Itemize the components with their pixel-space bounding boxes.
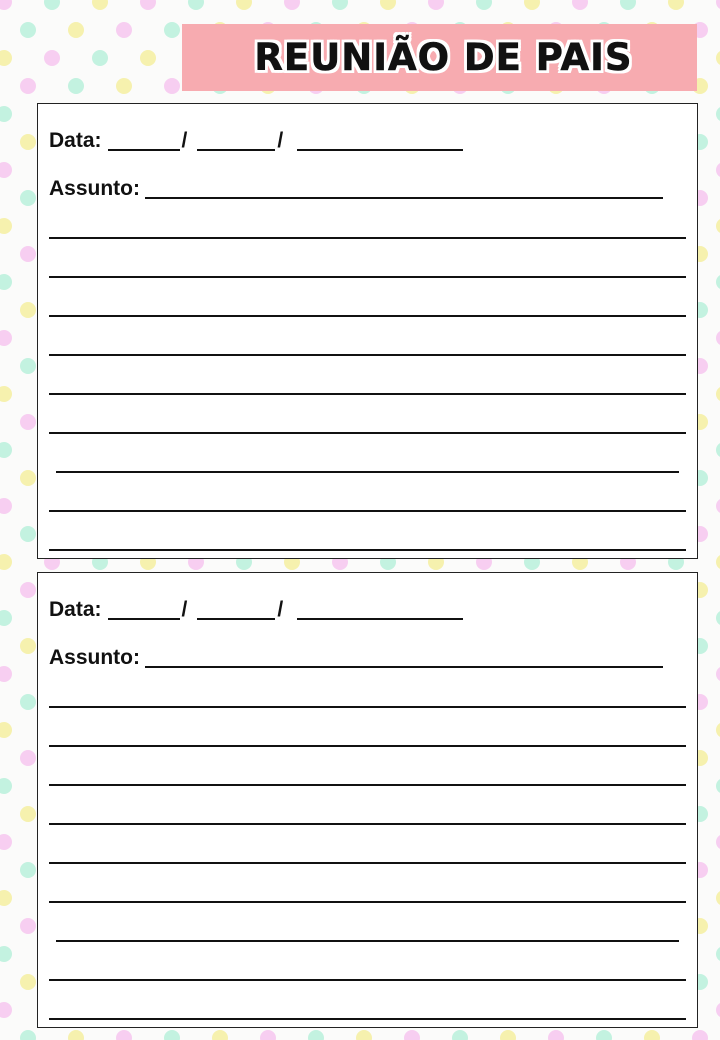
polka-dot [308, 1030, 324, 1040]
polka-dot [0, 386, 12, 402]
polka-dot [716, 218, 720, 234]
writing-line[interactable] [49, 315, 686, 317]
polka-dot [716, 946, 720, 962]
polka-dot [44, 50, 60, 66]
polka-dot [0, 218, 12, 234]
polka-dot [20, 1030, 36, 1040]
meeting-note-card-2 [37, 572, 698, 1028]
polka-dot [92, 50, 108, 66]
polka-dot [428, 0, 444, 10]
polka-dot [116, 22, 132, 38]
polka-dot [20, 22, 36, 38]
date-row [49, 596, 463, 622]
polka-dot [0, 778, 12, 794]
date-separator: / [277, 129, 284, 152]
polka-dot [500, 1030, 516, 1040]
polka-dot [476, 0, 492, 10]
polka-dot [716, 554, 720, 570]
polka-dot [188, 0, 204, 10]
polka-dot [260, 1030, 276, 1040]
polka-dot [0, 666, 12, 682]
date-separator: / [181, 598, 188, 621]
writing-line[interactable] [49, 354, 686, 356]
subject-label: Assunto: [49, 177, 140, 200]
polka-dot [716, 722, 720, 738]
polka-dot [716, 50, 720, 66]
polka-dot [212, 1030, 228, 1040]
polka-dot [20, 526, 36, 542]
polka-dot [0, 610, 12, 626]
polka-dot [116, 1030, 132, 1040]
polka-dot [716, 778, 720, 794]
polka-dot [44, 0, 60, 10]
page-title: REUNIÃO DE PAIS [254, 36, 633, 79]
writing-line[interactable] [49, 784, 686, 786]
polka-dot [0, 50, 12, 66]
polka-dot [164, 1030, 180, 1040]
polka-dot [716, 274, 720, 290]
polka-dot [668, 0, 684, 10]
writing-line[interactable] [49, 823, 686, 825]
writing-line[interactable] [49, 745, 686, 747]
polka-dot [716, 834, 720, 850]
writing-line[interactable] [49, 276, 686, 278]
polka-dot [404, 1030, 420, 1040]
polka-dot [716, 162, 720, 178]
writing-line[interactable] [56, 940, 679, 942]
polka-dot [380, 0, 396, 10]
polka-dot [524, 0, 540, 10]
polka-dot [20, 582, 36, 598]
polka-dot [0, 554, 12, 570]
polka-dot [716, 106, 720, 122]
day-blank[interactable] [108, 131, 180, 151]
polka-dot [20, 414, 36, 430]
polka-dot [20, 358, 36, 374]
polka-dot [716, 498, 720, 514]
polka-dot [20, 974, 36, 990]
polka-dot [0, 722, 12, 738]
subject-row [49, 644, 663, 670]
polka-dot [596, 1030, 612, 1040]
subject-label: Assunto: [49, 646, 140, 669]
polka-dot [0, 106, 12, 122]
polka-dot [716, 1002, 720, 1018]
polka-dot [356, 1030, 372, 1040]
writing-line[interactable] [49, 237, 686, 239]
date-row [49, 127, 463, 153]
polka-dot [20, 246, 36, 262]
polka-dot [0, 0, 12, 10]
polka-dot [20, 470, 36, 486]
month-blank[interactable] [197, 600, 275, 620]
polka-dot [0, 274, 12, 290]
polka-dot [20, 806, 36, 822]
month-blank[interactable] [197, 131, 275, 151]
polka-dot [20, 918, 36, 934]
polka-dot [164, 78, 180, 94]
subject-blank[interactable] [145, 648, 663, 668]
polka-dot [716, 442, 720, 458]
polka-dot [716, 890, 720, 906]
date-separator: / [181, 129, 188, 152]
polka-dot [20, 638, 36, 654]
subject-row [49, 175, 663, 201]
polka-dot [20, 78, 36, 94]
date-label: Data: [49, 598, 102, 621]
polka-dot [716, 386, 720, 402]
year-blank[interactable] [297, 131, 463, 151]
polka-dot [548, 1030, 564, 1040]
polka-dot [20, 694, 36, 710]
polka-dot [0, 162, 12, 178]
polka-dot [716, 0, 720, 10]
polka-dot [164, 22, 180, 38]
polka-dot [716, 330, 720, 346]
polka-dot [20, 302, 36, 318]
polka-dot [20, 190, 36, 206]
polka-dot [68, 78, 84, 94]
polka-dot [572, 0, 588, 10]
title-banner [182, 24, 697, 91]
polka-dot [20, 862, 36, 878]
writing-line[interactable] [49, 393, 686, 395]
polka-dot [644, 1030, 660, 1040]
writing-line[interactable] [49, 979, 686, 981]
polka-dot [0, 890, 12, 906]
writing-line[interactable] [49, 862, 686, 864]
writing-line[interactable] [49, 549, 686, 551]
writing-line[interactable] [49, 1018, 686, 1020]
writing-line[interactable] [49, 432, 686, 434]
writing-line[interactable] [49, 901, 686, 903]
polka-dot [620, 0, 636, 10]
polka-dot [0, 1002, 12, 1018]
polka-dot [140, 50, 156, 66]
polka-dot [452, 1030, 468, 1040]
polka-dot [20, 750, 36, 766]
polka-dot [0, 946, 12, 962]
polka-dot [236, 0, 252, 10]
polka-dot [68, 22, 84, 38]
day-blank[interactable] [108, 600, 180, 620]
polka-dot [92, 0, 108, 10]
polka-dot [716, 666, 720, 682]
polka-dot [116, 78, 132, 94]
meeting-note-card-1 [37, 103, 698, 559]
polka-dot [692, 1030, 708, 1040]
polka-dot [284, 0, 300, 10]
polka-dot [68, 1030, 84, 1040]
polka-dot [0, 442, 12, 458]
polka-dot [0, 330, 12, 346]
polka-dot [140, 0, 156, 10]
writing-line[interactable] [49, 510, 686, 512]
year-blank[interactable] [297, 600, 463, 620]
writing-line[interactable] [49, 706, 686, 708]
polka-dot [716, 610, 720, 626]
writing-line[interactable] [56, 471, 679, 473]
date-separator: / [277, 598, 284, 621]
polka-dot [0, 498, 12, 514]
polka-dot [0, 834, 12, 850]
polka-dot [332, 0, 348, 10]
date-label: Data: [49, 129, 102, 152]
subject-blank[interactable] [145, 179, 663, 199]
polka-dot [20, 134, 36, 150]
